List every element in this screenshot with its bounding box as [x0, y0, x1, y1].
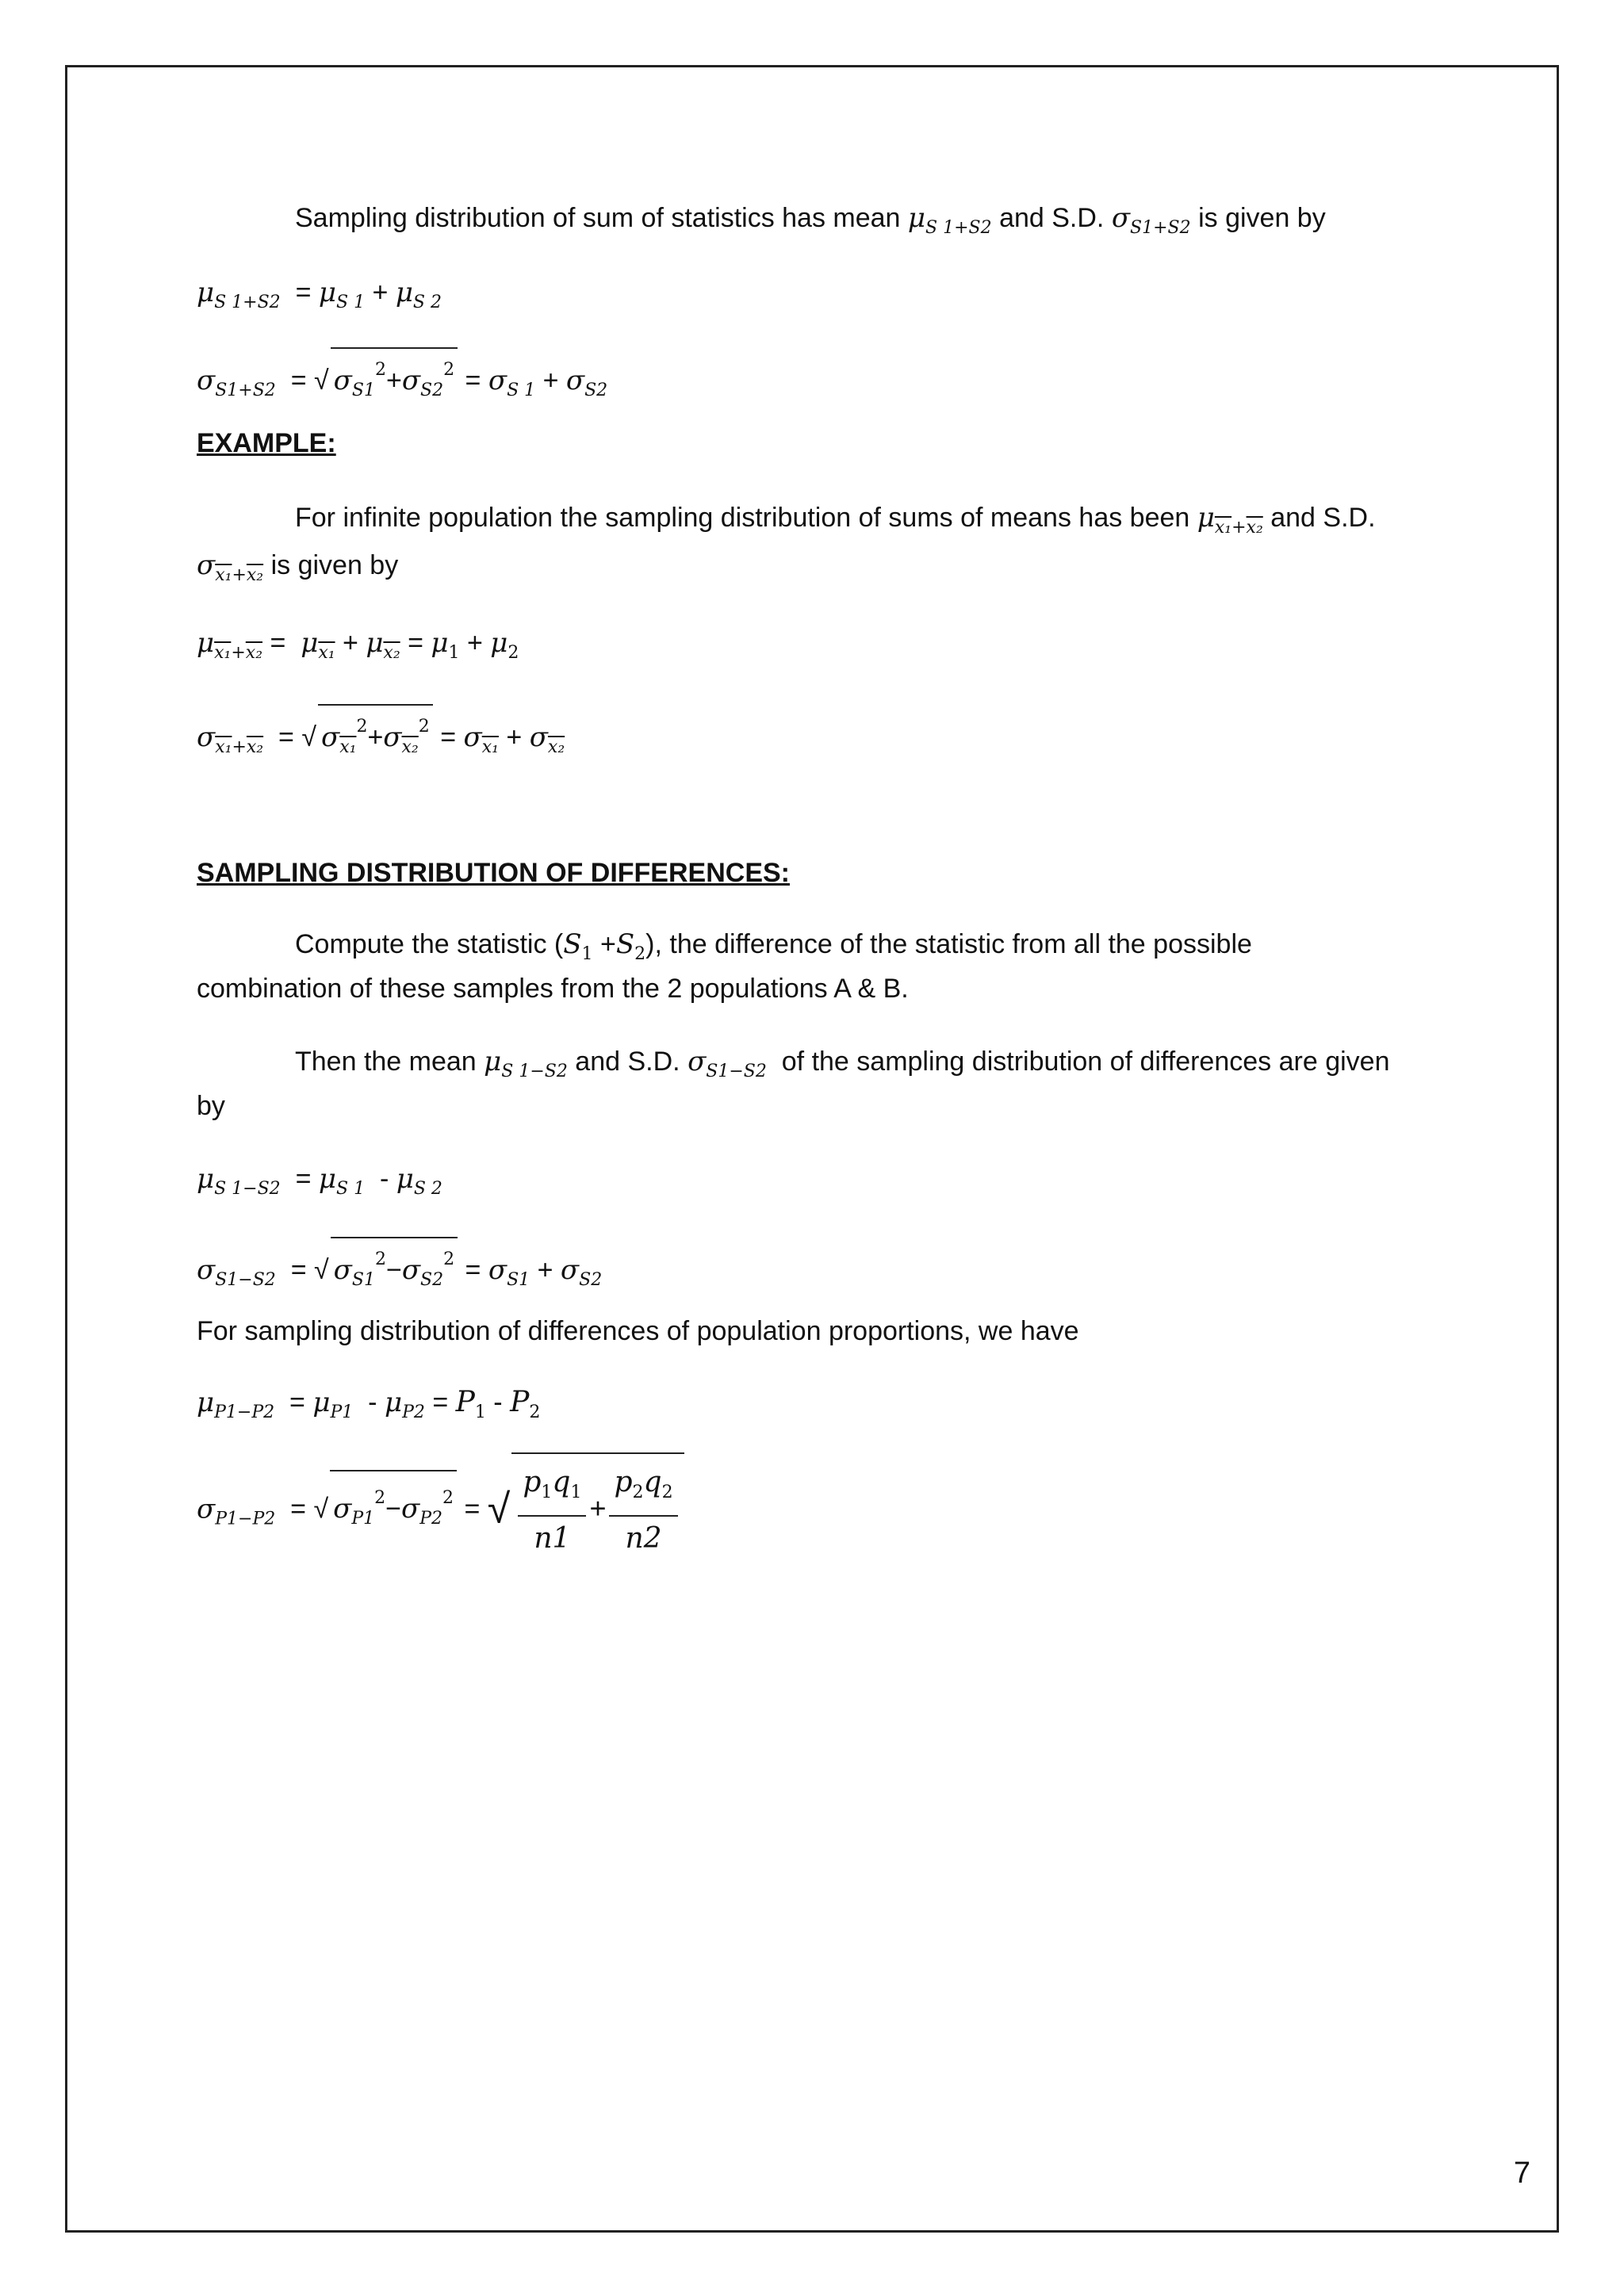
proportions-text: For sampling distribution of differences of population proportions, we have [197, 1316, 1079, 1346]
example-paragraph: For infinite population the sampling distribution of sums of means has been $\mu_{x_1+x_2}$ and S.D. [295, 502, 1376, 538]
example-paragraph-line2: $\sigma_{x_1+x_2}$ is given by [197, 549, 399, 585]
compute-paragraph-line2: combination of these samples from the 2 populations A & B. [197, 974, 909, 1004]
formula-mean-diff: $\mu_{S 1-S2} = \mu_{S 1} - \mu_{S 2}$ [197, 1163, 442, 1199]
page-number: 7 [1513, 2156, 1530, 2190]
compute-paragraph: Compute the statistic $(S_1 +S_2)$, the difference of the statistic from all the possible [295, 928, 1252, 964]
then-paragraph-line2: by [197, 1091, 225, 1121]
then-paragraph: Then the mean $\mu_{S 1-S2}$ and S.D. $\sigma_{S1-S2}$ of the sampling distribution of differences are given [295, 1046, 1390, 1081]
intro-paragraph: Sampling distribution of sum of statistics has mean $\mu_{S 1+S2}$ and S.D. $\sigma_{S1+S2}$ is given by [295, 202, 1326, 238]
formula-sd-proportions: $\sigma_{P1-P2}$ = √ $\sigma_{P1}^2-\sigma_{P2}^2$ = √ $\frac{p_1q_1}{n1}$ + $\frac{p_2q_2}{n2}$ [197, 1452, 684, 1561]
differences-heading: SAMPLING DISTRIBUTION OF DIFFERENCES: [197, 858, 790, 888]
formula-mean-sum: $\mu_{S 1+S2} = \mu_{S 1} + \mu_{S 2}$ [197, 277, 442, 312]
formula-mean-means: $\mu_{x_1+x_2} = \mu_{x_1} + \mu_{x_2} = \mu_1 + \mu_2$ [197, 627, 519, 663]
formula-sd-sum: $\sigma_{S1+S2}$ = √ $\sigma_{S1}^2+\sigma_{S2}^2 = \sigma_{S 1} + \sigma_{S2}$ [197, 347, 607, 408]
formula-mean-proportions: $\mu_{P1-P2} = \mu_{P1} - \mu_{P2} = P_1 - P_2$ [197, 1386, 541, 1422]
formula-sd-means: $\sigma_{x_1+x_2}$ = √ $\sigma_{x_1}^2+\sigma_{x_2}^2 = \sigma_{x_1} + \sigma_{x_2}$ [197, 704, 565, 764]
formula-sd-diff: $\sigma_{S1-S2}$ = √ $\sigma_{S1}^2-\sigma_{S2}^2 = \sigma_{S1} + \sigma_{S2}$ [197, 1237, 602, 1297]
example-heading: EXAMPLE: [197, 428, 336, 458]
